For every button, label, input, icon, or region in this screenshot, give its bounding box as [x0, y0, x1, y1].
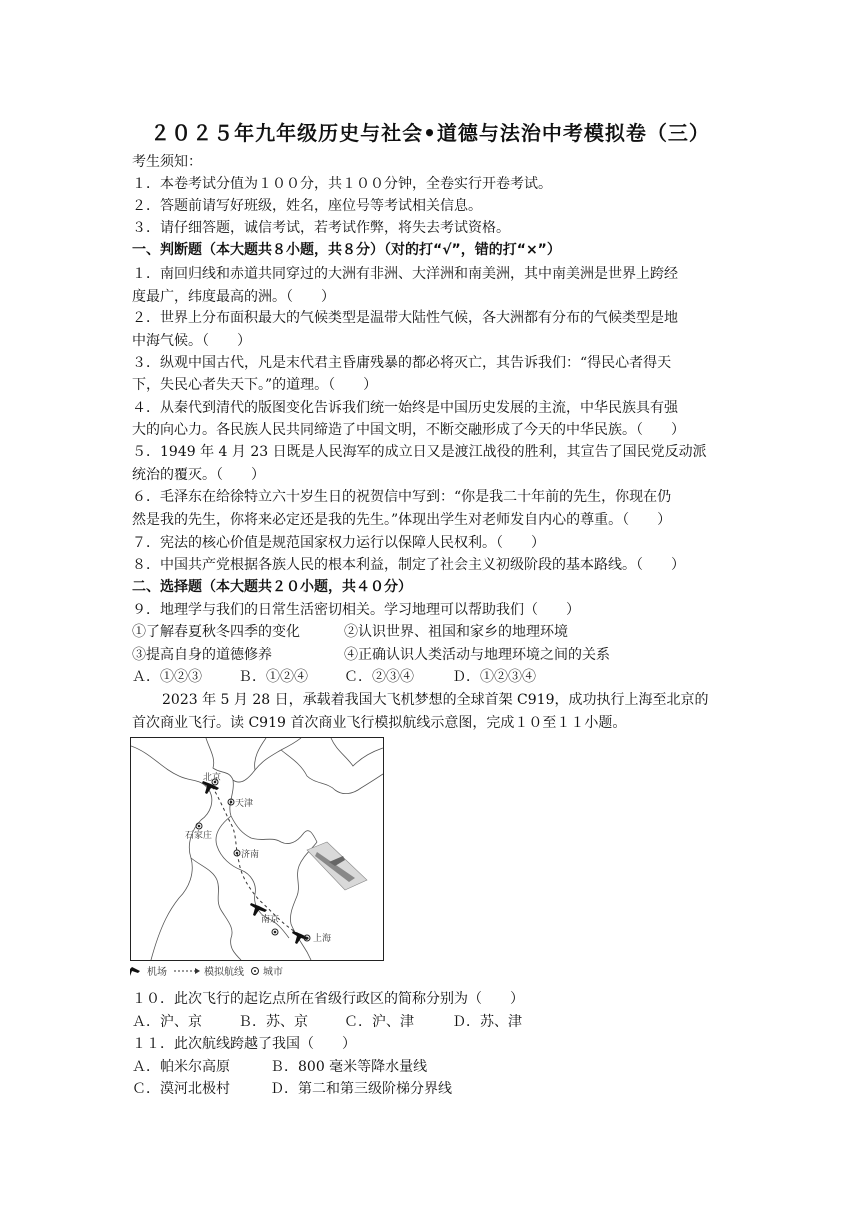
notice-heading: 考生须知： [132, 154, 202, 170]
airport-icon [130, 965, 144, 977]
q9-option-c: Ｃ．②③④ [344, 669, 414, 685]
question-line: ３．纵观中国古代，凡是末代君主昏庸残暴的都必将灭亡，其告诉我们：“得民心者得天 [132, 355, 672, 371]
q9-option-d: Ｄ．①②③④ [452, 669, 536, 685]
city-label-nanjing: 南京 [261, 915, 280, 925]
legend-airport-label: 机场 [147, 967, 167, 978]
page-title: ２０２５年九年级历史与社会•道德与法治中考模拟卷（三） [150, 121, 710, 145]
question-line: 度最广，纬度最高的洲。（ ） [132, 289, 335, 305]
city-label-beijing: 北京 [203, 773, 222, 783]
map-legend [130, 963, 283, 978]
section2-heading: 二、选择题（本大题共２０小题，共４０分） [132, 579, 412, 595]
q11-option-c: Ｃ．漠河北极村 [132, 1081, 230, 1097]
q9-statement: ③提高自身的道德修养 [132, 647, 272, 663]
notice-item: ３．请仔细答题，诚信考试，若考试作弊，将失去考试资格。 [132, 220, 510, 236]
q9-option-b: Ｂ．①②④ [238, 669, 308, 685]
q9-stem: ９．地理学与我们的日常生活密切相关。学习地理可以帮助我们（ ） [132, 602, 580, 618]
section1-heading: 一、判断题（本大题共８小题，共８分）（对的打“√”，错的打“×”） [132, 242, 561, 258]
city-icon [250, 966, 260, 976]
q9-statement: ④正确认识人类活动与地理环境之间的关系 [344, 647, 610, 663]
q11-stem: １１．此次航线跨越了我国（ ） [132, 1036, 356, 1052]
question-line: １．南回归线和赤道共同穿过的大洲有非洲、大洋洲和南美洲，其中南美洲是世界上跨经 [132, 266, 678, 282]
notice-item: １．本卷考试分值为１００分，共１００分钟，全卷实行开卷考试。 [132, 176, 552, 192]
question-line: ７．宪法的核心价值是规范国家权力运行以保障人民权利。（ ） [132, 535, 545, 551]
question-line: ５．1949 年 4 月 23 日既是人民海军的成立日又是渡江战役的胜利，其宣告了国民党反动派 [132, 444, 707, 460]
city-label-shijiazhuang: 石家庄 [185, 831, 213, 841]
question-line: ４．从秦代到清代的版图变化告诉我们统一始终是中国历史发展的主流，中华民族具有强 [132, 400, 678, 416]
question-line: ２．世界上分布面积最大的气候类型是温带大陆性气候，各大洲都有分布的气候类型是地 [132, 310, 678, 326]
q10-stem: １０．此次飞行的起讫点所在省级行政区的简称分别为（ ） [132, 991, 524, 1007]
city-label-shanghai: 上海 [313, 934, 332, 944]
passage-line: 2023 年 5 月 28 日，承载着我国大飞机梦想的全球首架 C919，成功执行上海至北京的 [162, 692, 709, 708]
city-label-tianjin: 天津 [235, 799, 254, 809]
question-line: 大的向心力。各民族人民共同缔造了中国文明，不断交融形成了今天的中华民族。（ ） [132, 422, 685, 438]
flight-route-map [130, 737, 384, 961]
notice-item: ２．答题前请写好班级，姓名，座位号等考试相关信息。 [132, 198, 482, 214]
legend-route-label: 模拟航线 [204, 967, 244, 978]
q10-option-d: Ｄ．苏、津 [452, 1014, 522, 1030]
q9-statement: ②认识世界、祖国和家乡的地理环境 [344, 624, 568, 640]
q10-option-b: Ｂ．苏、京 [238, 1014, 308, 1030]
question-line: ６．毛泽东在给徐特立六十岁生日的祝贺信中写到：“你是我二十年前的先生，你现在仍 [132, 489, 672, 505]
q10-option-a: Ａ．沪、京 [132, 1014, 202, 1030]
question-line: ８．中国共产党根据各族人民的根本利益，制定了社会主义初级阶段的基本路线。（ ） [132, 557, 685, 573]
question-line: 中海气候。（ ） [132, 333, 251, 349]
q10-option-c: Ｃ．沪、津 [344, 1014, 414, 1030]
question-line: 然是我的先生，你将来必定还是我的先生。”体现出学生对老师发自内心的尊重。（ ） [132, 512, 672, 528]
c919-aircraft-photo [307, 842, 367, 890]
city-label-jinan: 济南 [241, 850, 260, 860]
airport-icon [202, 781, 309, 944]
question-line: 统治的覆灭。（ ） [132, 467, 265, 483]
route-arrow-icon [173, 967, 201, 975]
q11-option-a: Ａ．帕米尔高原 [132, 1059, 230, 1075]
question-line: 下，失民心者失天下。”的道理。（ ） [132, 377, 378, 393]
q9-option-a: Ａ．①②③ [132, 669, 202, 685]
map-graphic [131, 738, 383, 960]
q11-option-b: Ｂ．800 毫米等降水量线 [270, 1059, 428, 1075]
passage-line: 首次商业飞行。读 C919 首次商业飞行模拟航线示意图，完成１０至１１小题。 [132, 715, 627, 731]
q11-option-d: Ｄ．第二和第三级阶梯分界线 [270, 1081, 452, 1097]
legend-city-label: 城市 [263, 967, 283, 978]
q9-statement: ①了解春夏秋冬四季的变化 [132, 624, 300, 640]
